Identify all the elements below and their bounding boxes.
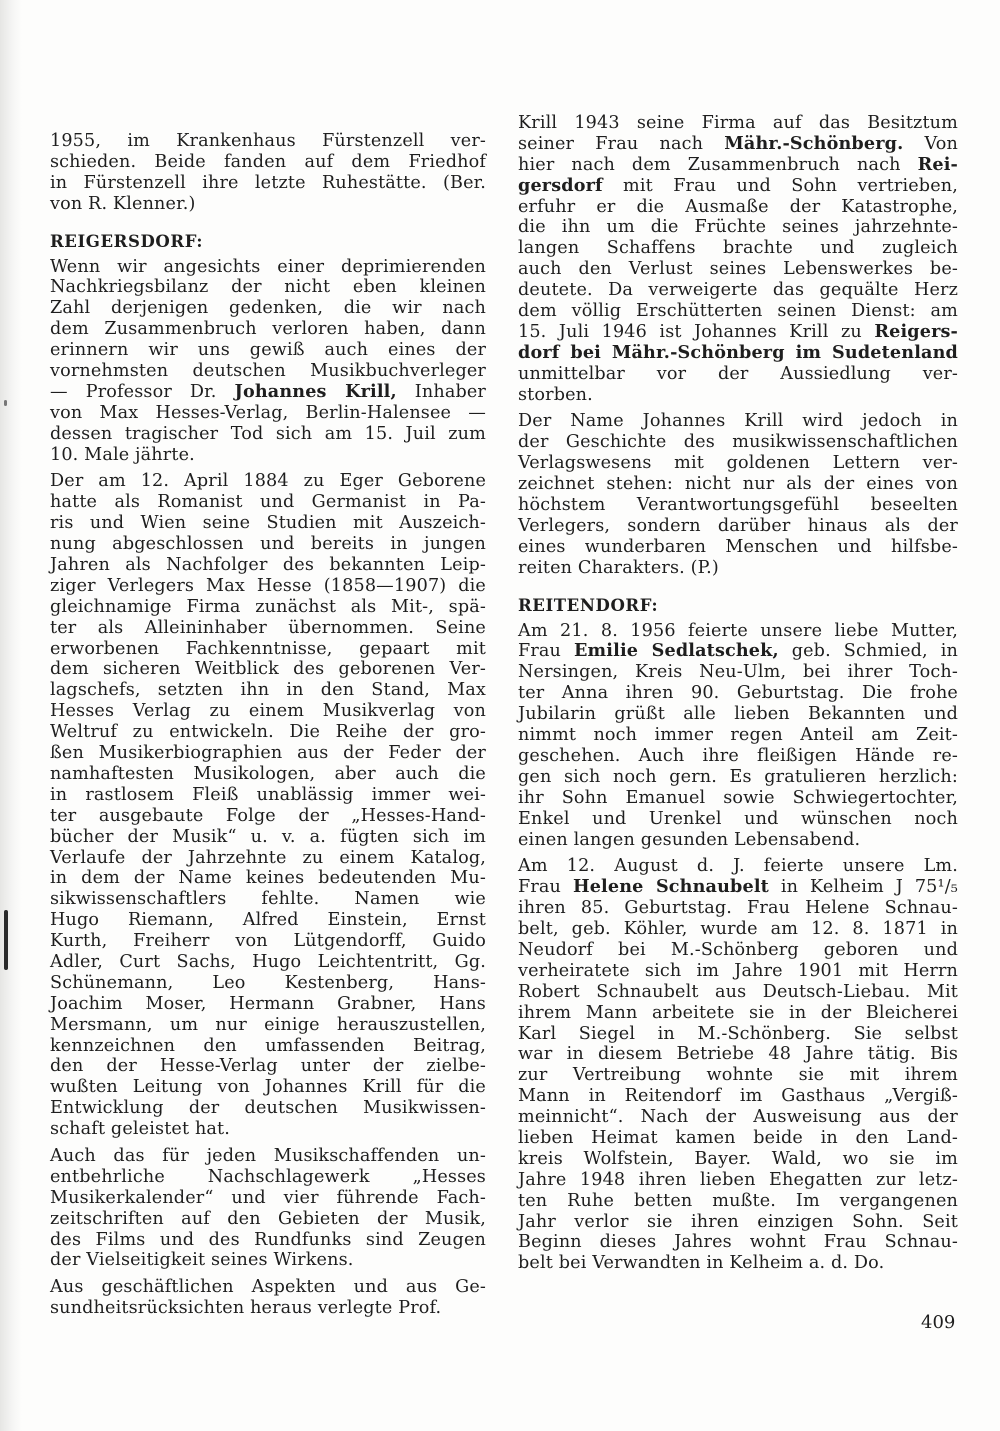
text-line: dessen tragischer Tod sich am 15. Juil zum [50,423,486,444]
text: — Professor Dr. [50,381,235,402]
text-line: Hesses Verlag zu einem Musikverlag von [50,701,486,722]
paragraph [50,1277,486,1319]
text: Inhaber [396,381,486,402]
text-line: Am 21. 8. 1956 feierte unsere liebe Mutter, [518,620,958,641]
person-name: Helene Schnaubelt [572,876,769,898]
text-line: zeichnet stehen: nicht nur als der eines von [518,474,958,495]
text-line: erinnern wir uns gewiß auch eines der [50,340,486,361]
text-line: Mersmann, um nur einige herauszustellen, [50,1014,486,1035]
section-heading-reitendorf: REITENDORF: [518,595,659,615]
text-line: lagschefs, setzten ihn in den Stand, Max [50,680,486,701]
text-line: unmittelbar vor der Aussiedlung ver- [518,363,958,384]
text-line: ihren 85. Geburtstag. Frau Helene Schnau- [518,898,958,919]
text-line: Auch das für jeden Musikschaffenden un- [50,1145,486,1166]
text-line: erworbenen Fachkenntnisse, gepaart mit [50,638,486,659]
text-line: Jahren als Nachfolger des bekannten Leip- [50,555,486,576]
place-name: Mähr.-Schönberg. [724,132,904,154]
text-line: Weltruf zu entwickeln. Die Reihe der gro- [50,722,486,743]
text-line: ßen Musikerbiographien aus der Feder der [50,743,486,764]
text-line: Robert Schnaubelt aus Deutsch-Liebau. Mit [518,981,958,1002]
text-line: Der am 12. April 1884 zu Eger Geborene [50,471,486,492]
text-line: sundheitsrücksichten heraus verlegte Prof. [50,1298,442,1319]
text-line: Mann in Reitendorf im Gasthaus „Vergiß- [518,1086,958,1107]
text-line: Jahr verlor sie ihren einzigen Sohn. Seit [518,1211,958,1232]
text-line: namhaftesten Musikologen, aber auch die [50,763,486,784]
text-line: Jahre 1948 ihren lieben Ehegatten zur letz- [518,1169,958,1190]
text-line: deutete. Da verweigerte das gequälte Herz [518,280,958,301]
text: 15. Juli 1946 ist Johannes Krill zu [518,321,875,342]
paragraph [518,411,958,578]
text-line: sikwissenschaftlers fehlte. Namen wie [50,889,486,910]
text-line: in Fürstenzell ihre letzte Ruhestätte. (Ber. [50,172,486,193]
text-line: hatte als Romanist und Germanist in Pa- [50,492,486,513]
text-line: Krill 1943 seine Firma auf das Besitztum [518,113,958,133]
text: Frau [518,641,574,662]
text-line: reiten Charakters. (P.) [518,557,719,578]
text: geb. Schmied, in [778,641,958,662]
paragraph [518,113,958,405]
text-line [518,176,958,197]
text-line: Verlagswesens mit goldenen Lettern ver- [518,453,958,474]
text: Von [903,133,958,154]
text-line: ris und Wien seine Studien mit Auszeich- [50,513,486,534]
paragraph [50,471,486,1140]
text: mit Frau und Sohn vertrieben, [602,175,958,196]
text-line: 1955, im Krankenhaus Fürstenzell ver- [50,131,486,151]
text-line: Hugo Riemann, Alfred Einstein, Ernst [50,910,486,931]
text-line [518,134,958,155]
text-line: zeitschriften auf den Gebieten der Musik, [50,1208,486,1229]
text-line: war in diesem Betriebe 48 Jahre tätig. Bis [518,1044,958,1065]
text-line: langen Schaffens brachte und zugleich [518,238,958,259]
page-number: 409 [921,1312,956,1333]
text-line: Enkel und Urenkel und wünschen noch [518,808,958,829]
paragraph [518,621,958,851]
text-line: ter ausgebaute Folge der „Hesses-Hand- [50,805,486,826]
text-line: belt bei Verwandten in Kelheim a. d. Do. [518,1253,885,1274]
text-line: in dem der Name keines bedeutenden Mu- [50,868,486,889]
text-line: gen sich noch gern. Es gratulieren herzlich: [518,766,958,787]
text-line: der Vielseitigkeit seines Wirkens. [50,1250,354,1271]
margin-mark [4,400,7,406]
place-name: gersdorf [518,174,603,196]
text-line: eines wunderbaren Menschen und hilfsbe- [518,536,958,557]
text-line: kennzeichnen den umfassenden Beitrag, [50,1035,486,1056]
text-line: einen langen gesunden Lebensabend. [518,829,861,850]
text-line: höchstem Verantwortungsgefühl beseelten [518,495,958,516]
text-line: ter als Alleininhaber übernommen. Seine [50,617,486,638]
text-line: Schünemann, Leo Kestenberg, Hans- [50,972,486,993]
text-line: Aus geschäftlichen Aspekten und aus Ge- [50,1277,486,1298]
text-line: ziger Verlegers Max Hesse (1858—1907) die [50,575,486,596]
text-line: des Films und des Rundfunks sind Zeugen [50,1229,486,1250]
text-line: Der Name Johannes Krill wird jedoch in [518,411,958,432]
text-line: auch den Verlust seines Lebenswerkes be- [518,259,958,280]
text-line: geschehen. Auch ihre fleißigen Hände re- [518,745,958,766]
paragraph [518,856,958,1274]
text: hier nach dem Zusammenbruch nach [518,154,918,175]
text-line: Verlegers, sondern darüber hinaus als der [518,515,958,536]
text-line: Am 12. August d. J. feierte unsere Lm. [518,856,958,877]
text-line: entbehrliche Nachschlagewerk „Hesses [50,1166,486,1187]
text-line: dem sicheren Weitblick des geborenen Ver- [50,659,486,680]
text-line: wußten Leitung von Johannes Krill für die [50,1077,486,1098]
text-line: Jubilarin grüßt alle lieben Bekannten und [518,704,958,725]
text-line: ihr Sohn Emanuel sowie Schwiegertochter, [518,787,958,808]
text-line: Neudorf bei M.-Schönberg geboren und [518,939,958,960]
section-heading-reigersdorf: REIGERSDORF: [50,231,204,251]
text-line: Nachkriegsbilanz der nicht eben kleinen [50,277,486,298]
text-line: von R. Klenner.) [50,193,196,214]
text-line: nung abgeschlossen und bereits in jungen [50,534,486,555]
text-line: Zahl derjenigen gedenken, die wir nach [50,298,486,319]
text-line: von Max Hesses-Verlag, Berlin-Halensee — [50,402,486,423]
text-line [518,155,958,176]
text-line: ihrem Mann arbeitete sie in der Bleicherei [518,1002,958,1023]
right-column [518,113,958,1274]
text-line: gleichnamige Firma zunächst als Mit-, spä- [50,596,486,617]
place-name: dorf bei Mähr.-Schönberg im Sudetenland [518,341,958,363]
paragraph [50,1146,486,1271]
text-line: verheiratete sich im Jahre 1901 mit Herrn [518,960,958,981]
text-line: Musikerkalender“ und vier führende Fach- [50,1187,486,1208]
text-line: Adler, Curt Sachs, Hugo Leichtentritt, Gg. [50,951,486,972]
text-line [50,382,486,403]
text-line: bücher der Musik“ u. v. a. fügten sich im [50,826,486,847]
text-line [518,322,958,343]
text-line: dem völlig Erschütterten seinen Dienst: am [518,301,958,322]
margin-mark [4,910,8,970]
text-line: Joachim Moser, Hermann Grabner, Hans [50,993,486,1014]
text-line: Karl Siegel in M.-Schönberg. Sie selbst [518,1023,958,1044]
text-line: der Geschichte des musikwissenschaftlichen [518,432,958,453]
text-line: erfuhr er die Ausmaße der Katastrophe, [518,196,958,217]
place-name: Reigers- [874,320,958,342]
text-line: kreis Wolfstein, Bayer. Wald, wo sie im [518,1148,958,1169]
text-line: Verlaufe der Jahrzehnte zu einem Katalog, [50,847,486,868]
paragraph [50,257,486,466]
person-name: Emilie Sedlatschek, [573,640,779,662]
text-line: Entwicklung der deutschen Musikwissen- [50,1098,486,1119]
text-line: schaft geleistet hat. [50,1119,231,1140]
place-name: Rei- [917,153,958,175]
text-line: nimmt noch immer regen Anteil am Zeit- [518,725,958,746]
text: seiner Frau nach [518,133,725,154]
text-line: storben. [518,384,593,405]
text-line: ter Anna ihren 90. Geburtstag. Die frohe [518,683,958,704]
left-column [50,131,486,1319]
text-line: in rastlosem Fleiß unablässig immer wei- [50,784,486,805]
text-line: zur Vertreibung wohnte sie mit ihrem [518,1065,958,1086]
text-line: Nersingen, Kreis Neu-Ulm, bei ihrer Toch- [518,662,958,683]
text-line: meinnicht“. Nach der Ausweisung aus der [518,1107,958,1128]
text-line: ten Ruhe betten mußte. Im vergangenen [518,1190,958,1211]
text-line: 10. Male jährte. [50,444,195,465]
text-line: belt, geb. Köhler, wurde am 12. 8. 1871 in [518,919,958,940]
text-line: den der Hesse-Verlag unter der zielbe- [50,1056,486,1077]
text-line [518,343,958,364]
text: Frau [518,877,573,898]
text-line [518,877,958,898]
intro-paragraph [50,131,486,215]
text-line: Kurth, Freiherr von Lütgendorff, Guido [50,931,486,952]
text-line: dem Zusammenbruch verloren haben, dann [50,319,486,340]
text-line: die ihn um die Früchte seines jahrzehnte- [518,217,958,238]
text-line: Beginn dieses Jahres wohnt Frau Schnau- [518,1232,958,1253]
text-line: lieben Heimat kamen beide in den Land- [518,1127,958,1148]
text: in Kelheim J 75¹/₅ [768,877,958,898]
text-line [518,641,958,662]
text-line: schieden. Beide fanden auf dem Friedhof [50,151,486,172]
name-johannes-krill: Johannes Krill, [234,380,397,402]
text-line: Wenn wir angesichts einer deprimierenden [50,256,486,277]
text-line: vornehmsten deutschen Musikbuchverleger [50,361,486,382]
binding-shadow [0,0,22,1431]
